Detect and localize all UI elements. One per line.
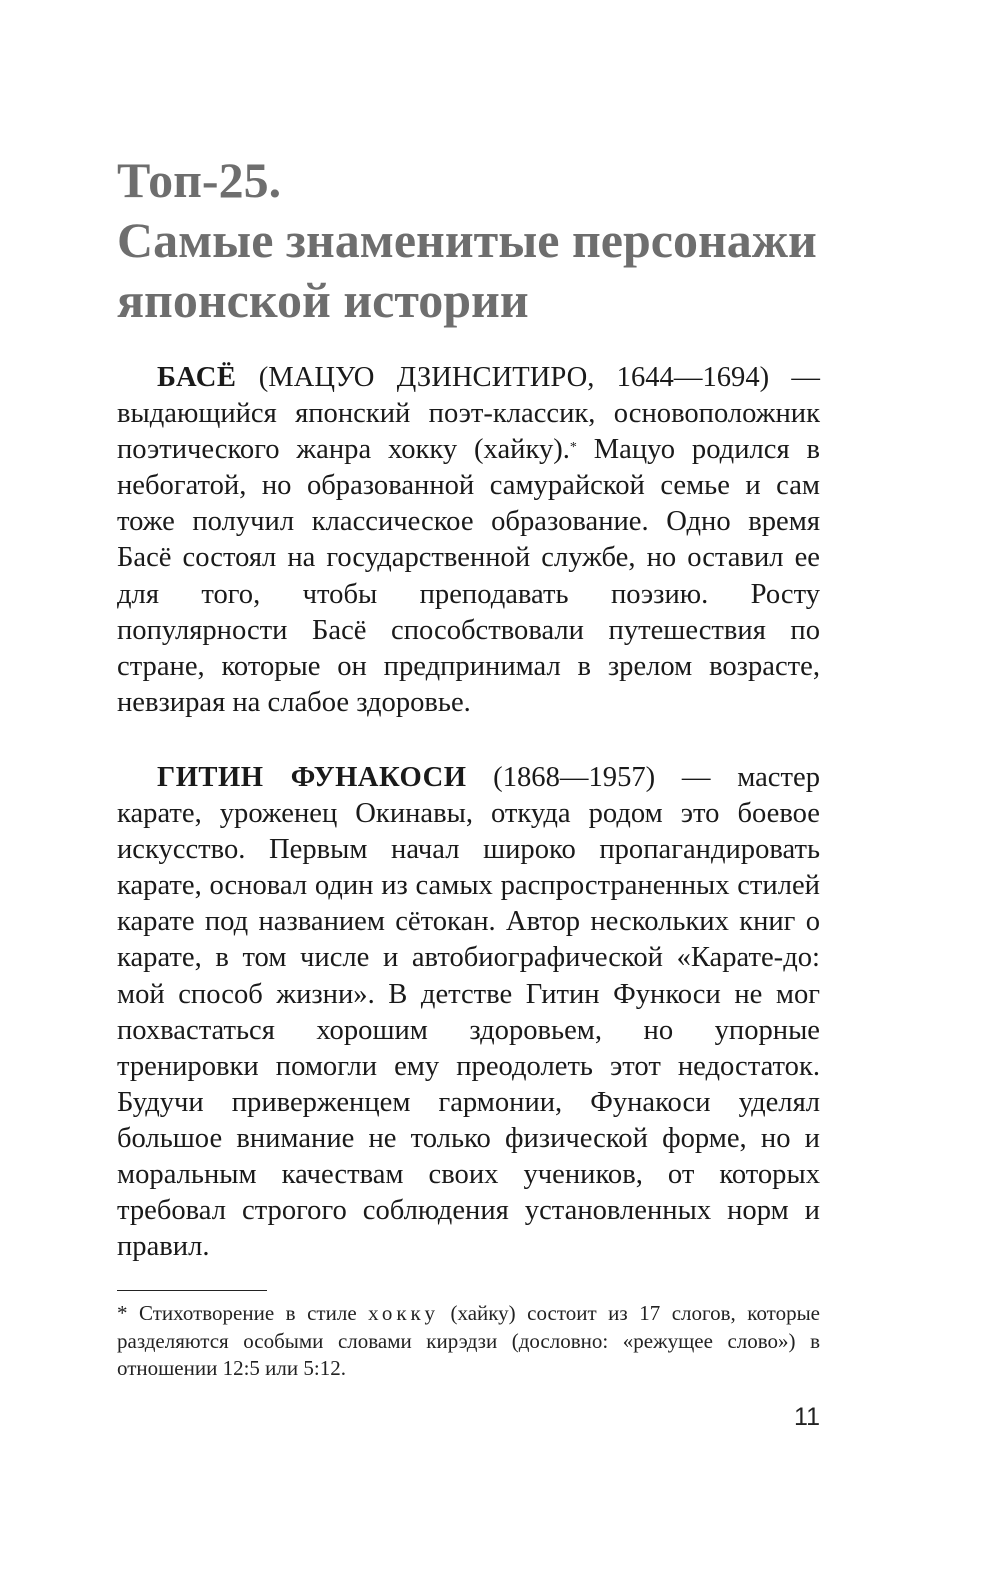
footnote-text: Стихотворение в стиле	[127, 1301, 369, 1325]
book-page	[117, 0, 820, 1583]
page-number: 11	[794, 1403, 820, 1431]
entry-basho	[117, 360, 820, 721]
chapter-title-line-1: Топ-25.	[117, 152, 282, 208]
footnote	[117, 1300, 820, 1383]
entry-text: (1868—1957) — мастер карате, уроженец Окинавы, откуда родом это боевое искусство. Первым начал широко пропагандировать карате, основал один из самых распространенных стилей карате под названием сётокан. Автор нескольких книг о карате, в том числе и автобиографической «Карате-до: мой способ жизни». В детстве Гитин Функоси не мог похвастаться хорошим здоровьем, но упорные тренировки помогли ему преодолеть этот недостаток. Будучи приверженцем гармонии, Фунакоси уделял большое внимание не только физической форме, но и моральным качествам своих учеников, от которых требовал строгого соблюдения установленных норм и правил.	[117, 762, 820, 1263]
footnote-spaced-word: хокку	[368, 1301, 439, 1325]
chapter-title-line-2: Самые знаменитые персонажи	[117, 212, 817, 268]
chapter-title	[117, 150, 820, 330]
entry-funakoshi	[117, 760, 820, 1265]
footnote-text-continued: (хайку) состоит из 17 слогов, которые разделяются особыми словами кирэдзи (дословно: «режущее слово») в отношении 12:5 или 5:12.	[117, 1301, 820, 1380]
footnote-marker: *	[569, 440, 577, 456]
entry-text: (МАЦУО ДЗИНСИТИРО, 1644—1694) — выдающийся японский поэт-классик, основоположник поэтического жанра хокку (хайку).	[117, 362, 820, 466]
entry-name: ГИТИН ФУНАКОСИ	[157, 762, 467, 793]
chapter-title-line-3: японской истории	[117, 272, 529, 328]
entry-text-continued: Мацуо родился в небогатой, но образованной самурайской семье и сам тоже получил классическое образование. Одно время Басё состоял на государственной службе, но оставил ее для того, чтобы преподавать поэзию. Росту популярности Басё способствовали путешествия по стране, которые он предпринимал в зрелом возрасте, невзирая на слабое здоровье.	[117, 434, 820, 718]
footnote-marker: *	[117, 1301, 128, 1325]
entry-name: БАСЁ	[157, 362, 237, 393]
footnote-divider	[117, 1290, 267, 1291]
